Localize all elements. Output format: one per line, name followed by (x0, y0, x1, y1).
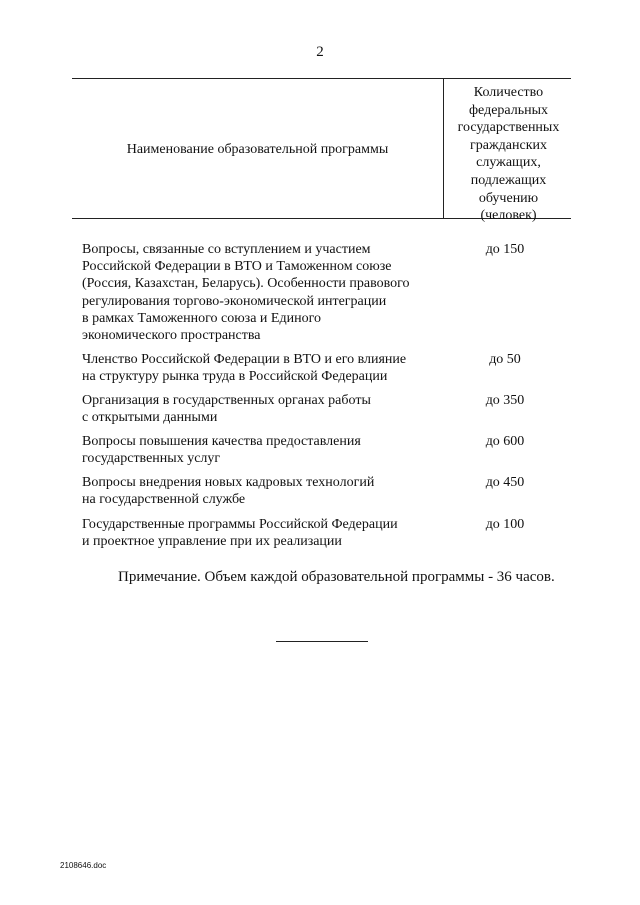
program-name-line: с открытыми данными (82, 410, 218, 426)
program-name (82, 392, 442, 426)
program-name-line: и проектное управление при их реализации (82, 534, 342, 550)
header-line: (человек) (480, 208, 537, 224)
participant-count: до 100 (485, 517, 525, 532)
header-line: обучению (478, 190, 539, 206)
participant-count: до 50 (489, 352, 521, 367)
header-line: служащих, (476, 155, 541, 171)
end-rule (276, 641, 368, 642)
program-name (82, 433, 442, 467)
program-name-line: Членство Российской Федерации в ВТО и его влияние (82, 352, 407, 367)
table-top-border (72, 78, 571, 79)
column-header-count (446, 84, 571, 225)
header-line: федеральных (468, 102, 549, 118)
program-name-line: на структуру рынка труда в Российской Федерации (82, 369, 388, 385)
program-name-line: Вопросы внедрения новых кадровых технологий (82, 475, 375, 490)
header-line: гражданских (470, 137, 547, 153)
column-divider (443, 78, 444, 219)
program-name-line: Государственные программы Российской Федерации (82, 517, 398, 532)
header-line: государственных (457, 120, 560, 136)
program-name-line: на государственной службе (82, 492, 246, 508)
page-number: 2 (316, 44, 324, 60)
program-name-line: (Россия, Казахстан, Беларусь). Особенности правового (82, 276, 410, 292)
header-line: Количество (473, 85, 544, 100)
file-code: 2108646.doc (60, 861, 107, 870)
program-name (82, 474, 442, 508)
participant-count: до 350 (485, 393, 525, 408)
header-line: подлежащих (470, 172, 547, 188)
program-name-line: регулирования торгово-экономической интеграции (82, 293, 387, 309)
footnote: Примечание. Объем каждой образовательной программы - 36 часов. (118, 569, 555, 585)
column-header-name: Наименование образовательной программы (126, 142, 389, 157)
program-name (82, 241, 442, 344)
program-name-line: Вопросы, связанные со вступлением и участием (82, 242, 371, 257)
program-name-line: экономического пространства (82, 328, 261, 344)
program-name-line: в рамках Таможенного союза и Единого (82, 310, 321, 326)
program-name (82, 516, 442, 550)
participant-count: до 450 (485, 475, 525, 490)
participant-count: до 150 (485, 242, 525, 257)
program-name-line: государственных услуг (82, 451, 221, 467)
participant-count: до 600 (485, 434, 525, 449)
program-name-line: Российской Федерации в ВТО и Таможенном союзе (82, 259, 392, 275)
program-name-line: Вопросы повышения качества предоставления (82, 434, 361, 449)
program-name (82, 351, 442, 385)
program-name-line: Организация в государственных органах работы (82, 393, 371, 408)
